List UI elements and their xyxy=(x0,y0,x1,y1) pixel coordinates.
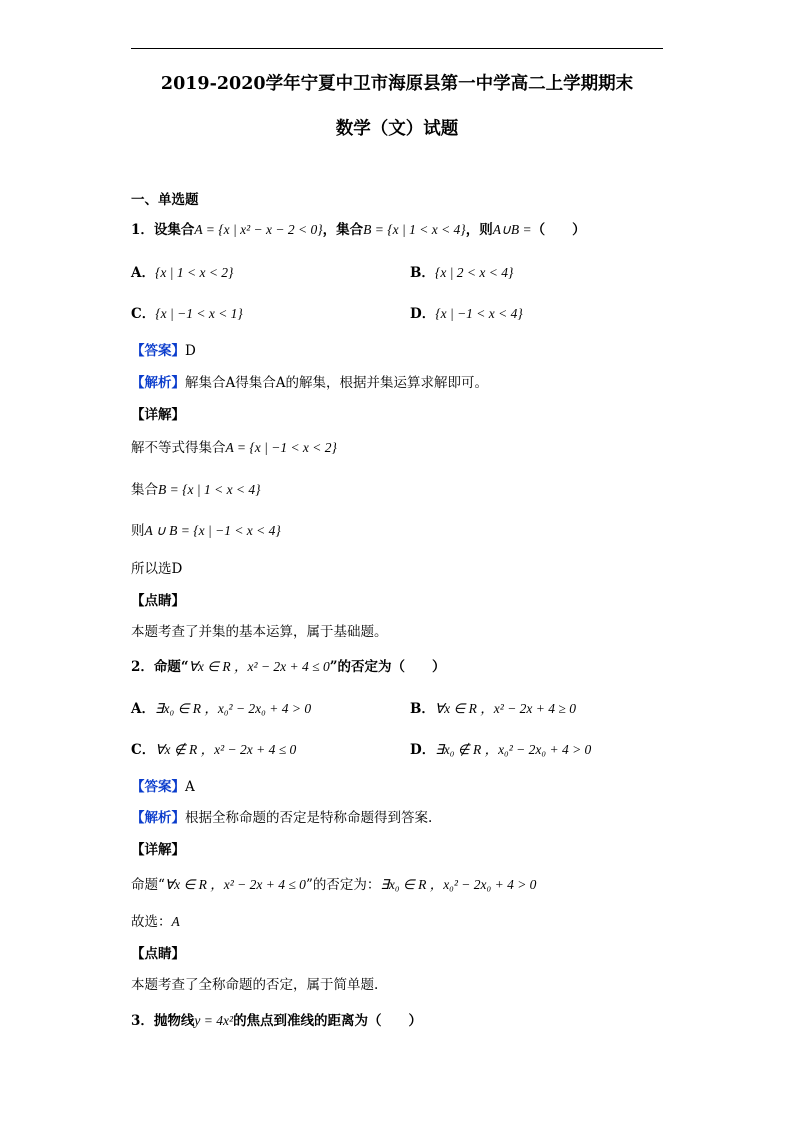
q2-analysis: 【解析】根据全称命题的否定是特称命题得到答案. xyxy=(131,810,433,826)
q1-detail-line-3: 则A ∪ B = {x | −1 < x < 4} xyxy=(131,523,281,539)
q1-answer: 【答案】D xyxy=(131,343,196,359)
proposition-expr: ∀x ∈ R ，x² − 2x + 4 ≤ 0 xyxy=(188,659,330,674)
parabola-expr: y = 4x² xyxy=(194,1013,234,1028)
question-text: ，则 xyxy=(465,222,493,238)
question-text: ”的否定为（ ） xyxy=(329,659,446,675)
question-number: 3． xyxy=(131,1013,154,1029)
q1-detail-line-4: 所以选D xyxy=(131,561,183,577)
q1-option-d: D．{x | −1 < x < 4} xyxy=(410,306,523,322)
q1-analysis: 【解析】解集合A得集合A的解集，根据并集运算求解即可。 xyxy=(131,375,488,391)
q2-detail-line-1: 命题“∀x ∈ R ，x² − 2x + 4 ≤ 0”的否定为：∃x₀ ∈ R ，x₀² − 2x₀ + 4 > 0 xyxy=(131,877,537,893)
set-b-expr: B = {x | 1 < x < 4} xyxy=(363,222,466,237)
question-text: 命题“ xyxy=(153,659,189,675)
q2-option-b: B．∀x ∈ R ，x² − 2x + 4 ≥ 0 xyxy=(410,701,576,717)
section-heading: 一、单选题 xyxy=(131,192,199,208)
q1-option-b: B．{x | 2 < x < 4} xyxy=(410,265,514,281)
q1-detail-line-1: 解不等式得集合A = {x | −1 < x < 2} xyxy=(131,440,337,456)
question-3 xyxy=(131,1009,422,1029)
q2-detail-line-2: 故选：A xyxy=(131,914,180,930)
question-text: 设集合 xyxy=(153,222,195,238)
question-number: 1． xyxy=(131,222,154,238)
question-text: ，集合 xyxy=(322,222,364,238)
q2-detail-heading: 【详解】 xyxy=(131,842,185,858)
header-rule xyxy=(131,48,663,49)
title-line-2: 数学（文）试题 xyxy=(335,119,459,139)
q1-option-a: A．{x | 1 < x < 2} xyxy=(131,265,234,281)
q1-detail-heading: 【详解】 xyxy=(131,407,185,423)
q1-option-c: C．{x | −1 < x < 1} xyxy=(131,306,243,322)
question-text: 的焦点到准线的距离为（ ） xyxy=(233,1013,423,1029)
question-paren: （ ） xyxy=(531,222,586,238)
set-a-expr: A = {x | x² − x − 2 < 0} xyxy=(194,222,323,237)
title-line-1: 2019-2020学年宁夏中卫市海原县第一中学高二上学期期末 xyxy=(160,74,634,94)
union-expr: A∪B = xyxy=(492,222,532,237)
q2-comment-heading: 【点睛】 xyxy=(131,946,185,962)
question-2 xyxy=(131,655,445,675)
question-number: 2． xyxy=(131,659,154,675)
q2-answer: 【答案】A xyxy=(131,779,195,795)
question-1 xyxy=(131,218,586,238)
q2-comment: 本题考查了全称命题的否定，属于简单题. xyxy=(131,977,379,993)
q1-comment: 本题考查了并集的基本运算，属于基础题。 xyxy=(131,624,388,640)
q2-option-d: D．∃x₀ ∉ R ，x₀² − 2x₀ + 4 > 0 xyxy=(410,742,592,758)
question-text: 抛物线 xyxy=(153,1013,195,1029)
q2-option-a: A．∃x₀ ∈ R ，x₀² − 2x₀ + 4 > 0 xyxy=(131,701,312,717)
q1-detail-line-2: 集合B = {x | 1 < x < 4} xyxy=(131,482,261,498)
q1-comment-heading: 【点睛】 xyxy=(131,593,185,609)
q2-option-c: C．∀x ∉ R ，x² − 2x + 4 ≤ 0 xyxy=(131,742,297,758)
